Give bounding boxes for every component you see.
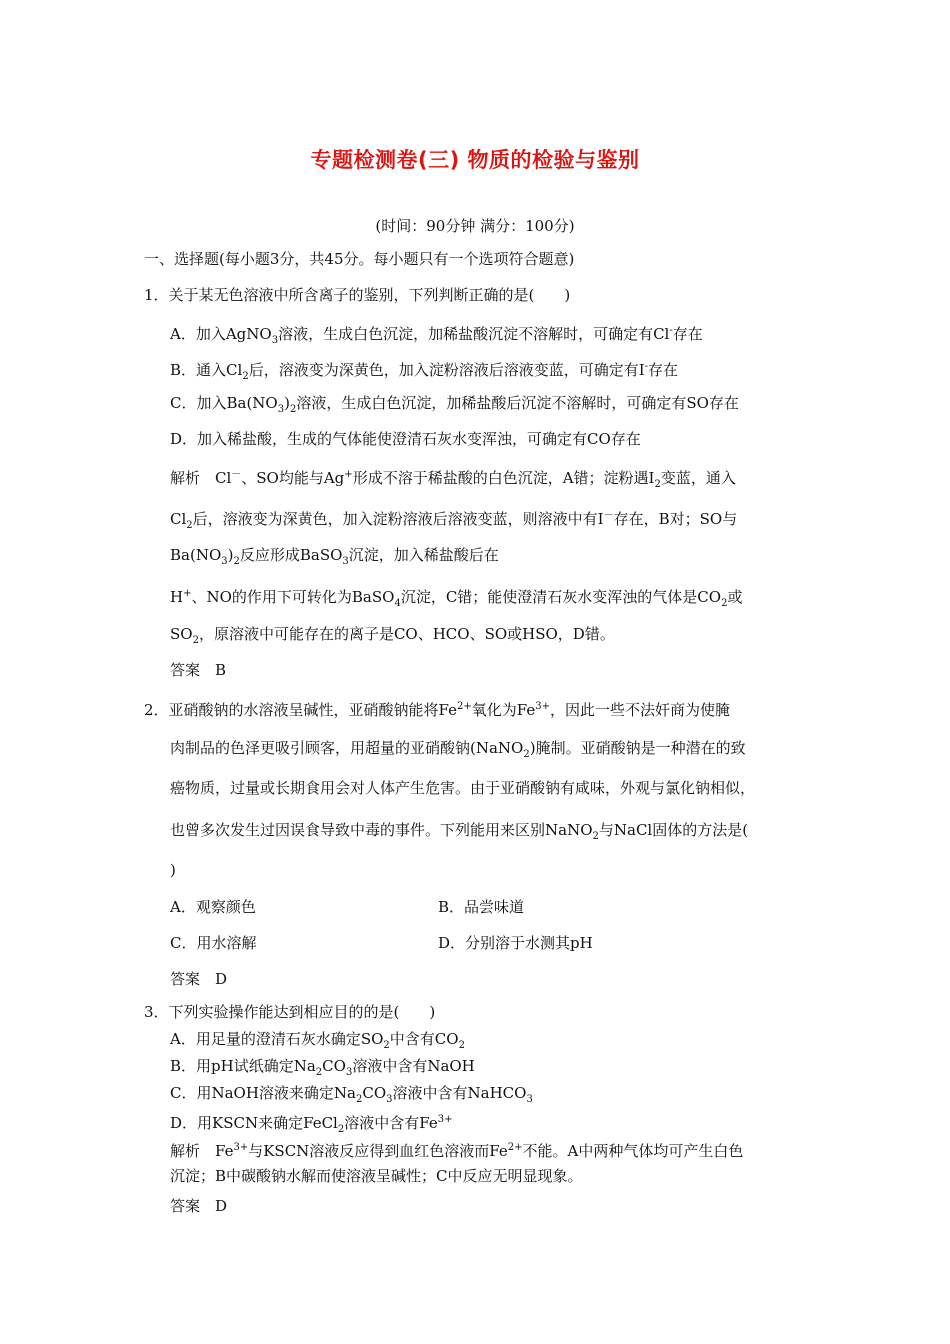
- q2-options-row: [170, 933, 593, 953]
- q2-options-row: [170, 897, 525, 917]
- q1-option-d: D．加入稀盐酸，生成的气体能使澄清石灰水变浑浊，可确定有CO存在: [170, 430, 641, 448]
- q1-explanation-line: $Ba(NO_3)_2$反应形成BaSO$_3$沉淀，加入稀盐酸后在: [170, 546, 499, 567]
- q1-option-a: A．加入AgNO$_3$溶液，生成白色沉淀，加稀盐酸沉淀不溶解时，可确定有Cl-存在: [170, 325, 703, 346]
- q1-option-b: B．通入$Cl_2$后，溶液变为深黄色，加入淀粉溶液后溶液变蓝，可确定有I-存在: [170, 361, 679, 382]
- page-title: 专题检测卷(三) 物质的检验与鉴别: [310, 148, 640, 172]
- section-heading: 一、选择题(每小题3分，共45分。每小题只有一个选项符合题意): [144, 250, 575, 268]
- q1-explanation-line: $Cl_2$后，溶液变为深黄色，加入淀粉溶液后溶液变蓝，则溶液中有I－存在，B对；SO与: [170, 510, 738, 531]
- q1-stem: 1．关于某无色溶液中所含离子的鉴别，下列判断正确的是( ): [144, 286, 571, 304]
- exam-meta: (时间：90分钟 满分：100分): [375, 217, 575, 235]
- q2-stem-line: 肉制品的色泽更吸引顾客，用超量的亚硝酸钠(NaNO$_2$)腌制。亚硝酸钠是一种潜在的致: [170, 739, 746, 760]
- q3-option-c: C．用NaOH溶液来确定$Na_2CO_3$溶液中含有NaHCO$_3$: [170, 1084, 533, 1105]
- q2-option-c: C．用水溶解: [170, 934, 257, 952]
- q2-option-a: A．观察颜色: [170, 898, 256, 916]
- q3-option-a: A．用足量的澄清石灰水确定$SO_2$中含有$CO_2$: [170, 1030, 465, 1051]
- q3-explanation-line: 解析 $Fe^{3+}$与KSCN溶液反应得到血红色溶液而$Fe^{2+}$不能。A中两种气体均可产生白色: [170, 1142, 744, 1160]
- q2-stem-line: 癌物质，过量或长期食用会对人体产生危害。由于亚硝酸钠有咸味，外观与氯化钠相似，: [170, 779, 756, 797]
- q3-answer: 答案 D: [170, 1197, 228, 1215]
- q3-option-b: B．用pH试纸确定$Na_2CO_3$溶液中含有NaOH: [170, 1057, 475, 1078]
- q2-option-b: B．品尝味道: [438, 898, 525, 916]
- q2-stem-line: 也曾多次发生过因误食导致中毒的事件。下列能用来区别NaNO$_2$与NaCl固体的方法是(: [170, 821, 749, 842]
- q1-explanation-line: H+、NO的作用下可转化为BaSO$_4$沉淀，C错；能使澄清石灰水变浑浊的气体是$CO_2$或: [170, 588, 743, 609]
- q3-option-d: D．用KSCN来确定FeCl$_2$溶液中含有$Fe^{3+}$: [170, 1114, 453, 1135]
- q1-answer: 答案 B: [170, 661, 227, 679]
- q2-stem-line: ): [170, 861, 176, 879]
- q1-explanation-line: $SO_2$，原溶液中可能存在的离子是CO、HCO、SO或HSO，D错。: [170, 625, 615, 646]
- q1-option-c: C．加入$Ba(NO_3)_2$溶液，生成白色沉淀，加稀盐酸后沉淀不溶解时，可确定有SO存在: [170, 394, 739, 415]
- q2-answer: 答案 D: [170, 970, 228, 988]
- q2-option-d: D．分别溶于水测其pH: [438, 934, 593, 952]
- q1-explanation-line: 解析 Cl－、SO均能与Ag+形成不溶于稀盐酸的白色沉淀，A错；淀粉遇$I_2$变蓝，通入: [170, 469, 736, 490]
- q2-stem-line: 2．亚硝酸钠的水溶液呈碱性，亚硝酸钠能将$Fe^{2+}$氧化为$Fe^{3+}$，因此一些不法奸商为使腌: [144, 701, 730, 719]
- q3-explanation-line: 沉淀；B中碳酸钠水解而使溶液呈碱性；C中反应无明显现象。: [170, 1167, 583, 1185]
- q3-stem: 3．下列实验操作能达到相应目的的是( ): [144, 1003, 436, 1021]
